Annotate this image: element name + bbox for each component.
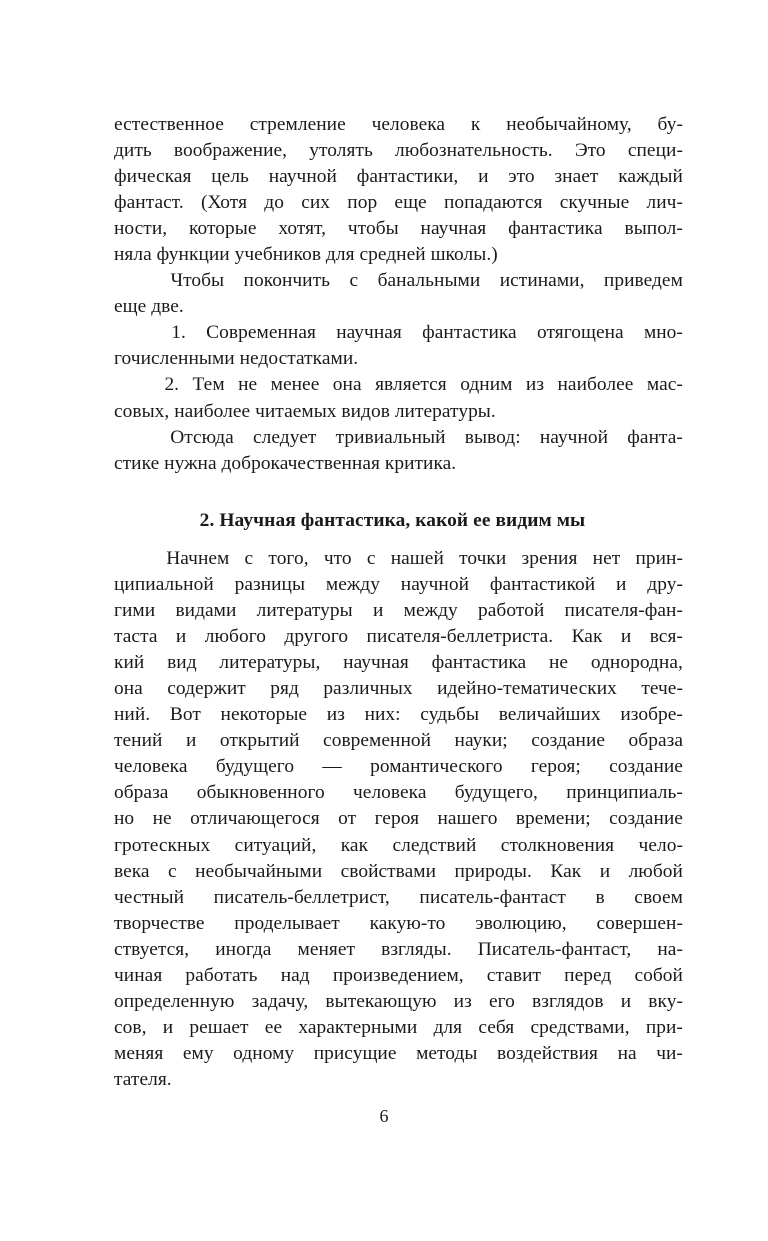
word: научная: [343, 652, 409, 674]
word: будущего,: [454, 782, 538, 804]
word: Это: [574, 140, 606, 162]
word: одному: [233, 1042, 295, 1064]
word: до: [264, 192, 284, 214]
word: сов,: [114, 1016, 147, 1038]
word: вид: [167, 652, 197, 674]
word: человека: [114, 756, 188, 778]
text-line: [114, 676, 683, 702]
paragraph: [114, 268, 683, 320]
paragraph-indent: [114, 425, 151, 451]
word: столкновения: [500, 834, 615, 856]
word: человека: [353, 782, 427, 804]
word: нашей: [390, 548, 444, 569]
text-line: [114, 833, 683, 859]
paragraph-indent: [114, 268, 151, 294]
word: тений: [114, 730, 163, 752]
word: какую-то: [369, 912, 446, 934]
word: принципиаль-: [566, 782, 683, 804]
word: знает: [554, 166, 599, 188]
text-line: стике нужна доброкачественная критика.: [114, 452, 457, 474]
word: утолять: [309, 140, 373, 162]
word: следует: [253, 426, 317, 448]
word: проделывает: [234, 912, 340, 934]
word: нет: [592, 548, 621, 569]
word: тривиальный: [335, 426, 446, 448]
word: дить: [114, 140, 152, 162]
word: Как: [571, 626, 603, 648]
word: гротескных: [114, 834, 211, 856]
word: на-: [657, 938, 683, 960]
word: научная: [336, 322, 402, 344]
word: одним: [460, 374, 513, 396]
word: (Хотя: [200, 192, 248, 214]
word: собой: [634, 964, 683, 986]
text-line: [114, 989, 683, 1015]
word: кий: [114, 652, 145, 674]
word: еще: [394, 192, 427, 214]
text-line: [114, 937, 683, 963]
word: банальными: [377, 270, 481, 292]
word: Начнем: [166, 548, 230, 569]
word: содержит: [167, 678, 246, 700]
body-text-block-1: [114, 112, 683, 477]
text-line: [114, 1015, 683, 1041]
word: мно-: [643, 322, 683, 344]
word: бу-: [657, 114, 683, 135]
word: из: [326, 704, 345, 726]
text-line: [114, 859, 683, 885]
text-line: [114, 780, 683, 806]
text-line: няла функции учебников для средней школы.): [114, 244, 498, 266]
word: и: [478, 166, 489, 188]
word: на: [617, 1042, 637, 1064]
word: человека: [371, 114, 446, 135]
word: с: [168, 860, 177, 882]
word: естественное: [114, 114, 224, 135]
text-line: [114, 546, 683, 572]
word: точки: [459, 548, 507, 569]
text-line: [114, 572, 683, 598]
text-line: [114, 112, 683, 138]
word: взгляды.: [381, 938, 452, 960]
word: Отсюда: [170, 426, 234, 448]
word: методы: [416, 1042, 478, 1064]
word: не: [152, 808, 172, 830]
text-line: [114, 624, 683, 650]
word: из: [525, 374, 545, 396]
text-line: [114, 320, 683, 346]
word: цель: [211, 166, 249, 188]
word: Чтобы: [170, 270, 225, 292]
word: героя: [374, 808, 420, 830]
word: и: [372, 600, 384, 622]
word: науки;: [454, 730, 508, 752]
word: ее: [264, 1016, 283, 1038]
word: будущего: [215, 756, 295, 778]
paragraph: [114, 425, 683, 477]
text-line: [114, 806, 683, 832]
page-number: 6: [379, 1106, 389, 1126]
word: фантастика: [422, 322, 517, 344]
word: писатель-фантаст: [419, 886, 566, 908]
word: научной: [400, 574, 470, 596]
word: разницы: [234, 574, 306, 596]
word: того,: [268, 548, 309, 569]
word: следствий: [392, 834, 477, 856]
word: писателя-беллетриста.: [366, 626, 554, 648]
word: скучные: [559, 192, 630, 214]
word: честный: [114, 886, 185, 908]
word: наиболее: [557, 374, 634, 396]
word: попадаются: [443, 192, 543, 214]
word: другого: [284, 626, 349, 648]
word: Современная: [206, 322, 316, 344]
section-heading: 2. Научная фантастика, какой ее видим мы: [199, 510, 586, 531]
word: истинами,: [499, 270, 585, 292]
word: с: [244, 548, 254, 569]
word: видами: [175, 600, 237, 622]
word: и: [162, 1016, 174, 1038]
text-line: тателя.: [114, 1068, 172, 1090]
word: зрения: [521, 548, 578, 569]
word: она: [114, 678, 143, 700]
word: как: [340, 834, 369, 856]
word: лич-: [646, 192, 683, 214]
word: любознательность.: [395, 140, 553, 162]
word: природы.: [454, 860, 532, 882]
word: некоторые: [220, 704, 308, 726]
word: нашего: [437, 808, 498, 830]
word: отличающегося: [190, 808, 320, 830]
word: является: [375, 374, 447, 396]
word: ципиальной: [114, 574, 214, 596]
word: научной: [268, 166, 337, 188]
word: характерными: [298, 1016, 418, 1038]
word: отягощена: [536, 322, 624, 344]
word: стремление: [249, 114, 346, 135]
paragraph: [114, 320, 683, 372]
text-line: [114, 911, 683, 937]
word: необычайному,: [506, 114, 632, 135]
text-line: [114, 1041, 683, 1067]
word: и: [620, 990, 632, 1012]
word: ности,: [114, 218, 168, 240]
text-line: [114, 650, 683, 676]
word: таста: [114, 626, 158, 648]
word: творчестве: [114, 912, 205, 934]
word: каждый: [618, 166, 683, 188]
word: создание: [531, 730, 606, 752]
word: различных: [323, 678, 413, 700]
word: не: [548, 652, 569, 674]
word: из: [453, 990, 472, 1012]
word: литературы,: [219, 652, 321, 674]
word: Как: [550, 860, 582, 882]
word: она: [332, 374, 362, 396]
word: совершен-: [596, 912, 683, 934]
word: приведем: [603, 270, 683, 292]
word: образа: [628, 730, 683, 752]
word: и: [185, 730, 197, 752]
word: задачу,: [251, 990, 309, 1012]
word: вытекающую: [325, 990, 437, 1012]
text-line: [114, 164, 683, 190]
word: фантастика: [431, 652, 527, 674]
word: ствуется,: [114, 938, 190, 960]
paragraph-indent: [114, 546, 151, 572]
word: романтического: [370, 756, 503, 778]
word: судьбы: [420, 704, 480, 726]
word: фантастикой: [489, 574, 596, 596]
word: открытий: [219, 730, 300, 752]
text-line: [114, 268, 683, 294]
text-line: [114, 598, 683, 624]
word: решает: [189, 1016, 249, 1038]
word: произведением,: [332, 964, 464, 986]
text-line: [114, 702, 683, 728]
word: пор: [347, 192, 378, 214]
word: и: [175, 626, 187, 648]
word: средствами,: [530, 1016, 630, 1038]
word: в: [595, 886, 605, 908]
word: что: [323, 548, 352, 569]
word: не: [238, 374, 258, 396]
word: ему: [182, 1042, 214, 1064]
word: свойствами: [340, 860, 437, 882]
word: современной: [323, 730, 432, 752]
text-line: [114, 138, 683, 164]
word: ставит: [486, 964, 542, 986]
word: определенную: [114, 990, 235, 1012]
word: своем: [634, 886, 683, 908]
word: фическая: [114, 166, 192, 188]
word: фантастики,: [356, 166, 459, 188]
word: чело-: [638, 834, 683, 856]
paragraph: [114, 372, 683, 424]
text-line: [114, 754, 683, 780]
word: величайших: [498, 704, 601, 726]
word: 2.: [164, 374, 180, 396]
word: присущие: [313, 1042, 397, 1064]
word: времени;: [515, 808, 591, 830]
word: специ-: [627, 140, 683, 162]
text-line: [114, 190, 683, 216]
word: чи-: [656, 1042, 683, 1064]
word: меняет: [297, 938, 356, 960]
text-line: [114, 963, 683, 989]
word: работой: [478, 600, 545, 622]
word: научной: [539, 426, 609, 448]
word: взглядов: [532, 990, 604, 1012]
word: и: [616, 574, 627, 596]
word: с: [366, 548, 376, 569]
word: тече-: [641, 678, 683, 700]
word: героя;: [530, 756, 581, 778]
word: перед: [564, 964, 612, 986]
word: ний.: [114, 704, 151, 726]
word: иногда: [215, 938, 272, 960]
word: научная: [420, 218, 487, 240]
word: воображение,: [173, 140, 288, 162]
word: к: [470, 114, 481, 135]
text-line: [114, 425, 683, 451]
word: дру-: [647, 574, 683, 596]
word: и: [599, 860, 611, 882]
body-text-block-2: [114, 546, 683, 1093]
word: которые: [189, 218, 257, 240]
word: ситуаций,: [234, 834, 317, 856]
word: Тем: [192, 374, 225, 396]
text-line: еще две.: [114, 296, 184, 318]
word: при-: [645, 1016, 683, 1038]
paragraph: [114, 546, 683, 1093]
word: изобре-: [620, 704, 683, 726]
word: фанта-: [627, 426, 683, 448]
word: писатель-беллетрист,: [213, 886, 390, 908]
paragraph-indent: [114, 320, 151, 346]
word: ряд: [270, 678, 299, 700]
word: 1.: [171, 322, 186, 344]
word: эволюцию,: [475, 912, 567, 934]
word: любой: [628, 860, 683, 882]
word: менее: [270, 374, 320, 396]
word: Писатель-фантаст,: [477, 938, 632, 960]
word: работать: [185, 964, 258, 986]
word: века: [114, 860, 150, 882]
word: это: [508, 166, 535, 188]
word: вку-: [648, 990, 683, 1012]
text-line: совых, наиболее читаемых видов литературы.: [114, 400, 496, 422]
word: и: [620, 626, 632, 648]
word: необычайными: [195, 860, 323, 882]
word: между: [403, 600, 458, 622]
word: с: [349, 270, 359, 292]
word: вывод:: [464, 426, 521, 448]
word: но: [114, 808, 135, 830]
word: —: [322, 756, 342, 778]
word: фантаст.: [114, 192, 184, 214]
word: однородна,: [590, 652, 683, 674]
text-line: [114, 372, 683, 398]
word: его: [488, 990, 515, 1012]
word: идейно-тематических: [437, 678, 617, 700]
word: писателя-фан-: [564, 600, 683, 622]
word: чтобы: [347, 218, 399, 240]
word: мас-: [646, 374, 683, 396]
word: воздействия: [497, 1042, 599, 1064]
word: между: [325, 574, 380, 596]
word: вся-: [649, 626, 683, 648]
word: меняя: [114, 1042, 164, 1064]
word: обыкновенного: [196, 782, 325, 804]
word: сих: [301, 192, 331, 214]
text-line: [114, 728, 683, 754]
word: выпол-: [624, 218, 683, 240]
word: фантастика: [508, 218, 603, 240]
word: любого: [204, 626, 266, 648]
text-line: [114, 216, 683, 242]
word: хотят,: [278, 218, 327, 240]
word: над: [280, 964, 310, 986]
text-line: гочисленными недостатками.: [114, 348, 359, 370]
word: для: [433, 1016, 463, 1038]
word: образа: [114, 782, 169, 804]
word: создание: [609, 756, 683, 778]
paragraph-indent: [114, 372, 151, 398]
word: прин-: [635, 548, 683, 569]
word: себя: [478, 1016, 515, 1038]
word: покончить: [243, 270, 331, 292]
word: них:: [364, 704, 401, 726]
word: чиная: [114, 964, 163, 986]
word: Вот: [169, 704, 201, 726]
paragraph: [114, 112, 683, 268]
word: литературы: [256, 600, 353, 622]
text-line: [114, 885, 683, 911]
word: от: [338, 808, 357, 830]
word: создание: [609, 808, 683, 830]
word: гими: [114, 600, 156, 622]
